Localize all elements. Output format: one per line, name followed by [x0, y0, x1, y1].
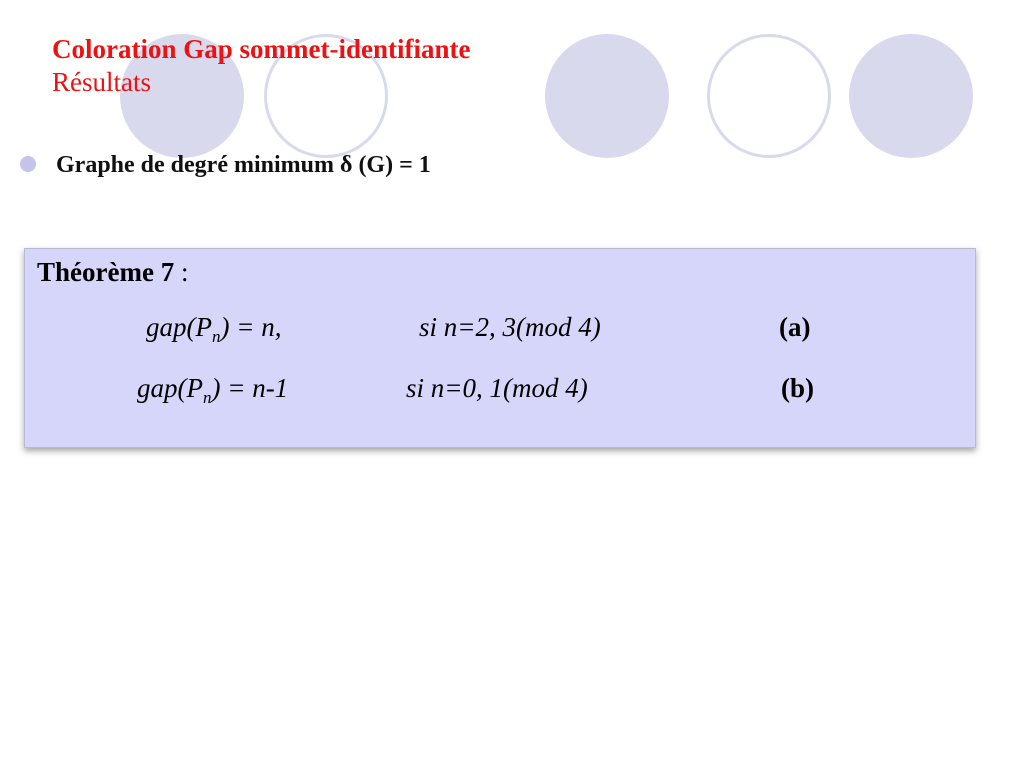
theorem-title [37, 257, 188, 288]
formula-a-lhs [146, 312, 282, 346]
decorative-circle-filled [545, 34, 669, 158]
slide-title: Coloration Gap sommet-identifiante [52, 34, 471, 64]
formula-a-subscript: n [211, 327, 221, 346]
decorative-circle-filled [849, 34, 973, 158]
formula-b-subscript: n [202, 388, 212, 407]
formula-a-suffix: ) = n, [220, 312, 282, 342]
formula-b-prefix: gap(P [137, 373, 203, 403]
formula-b-lhs [137, 373, 289, 407]
decorative-circle-ring [707, 34, 831, 158]
formula-a-condition: si n=2, 3(mod 4) [419, 312, 601, 342]
slide-title-block [52, 32, 470, 98]
theorem-label-suffix: : [174, 257, 189, 287]
theorem-box [24, 248, 976, 448]
formula-b-tag: (b) [781, 373, 814, 403]
theorem-label: Théorème 7 [37, 257, 175, 287]
formula-a-tag: (a) [779, 312, 811, 342]
formula-a-prefix: gap(P [146, 312, 212, 342]
slide-subtitle: Résultats [52, 67, 151, 97]
formula-b-suffix: ) = n-1 [211, 373, 289, 403]
formula-b-condition: si n=0, 1(mod 4) [406, 373, 588, 403]
bullet-text: Graphe de degré minimum δ (G) = 1 [56, 151, 431, 178]
bullet-dot-icon [20, 156, 36, 172]
bullet-item [20, 148, 431, 182]
